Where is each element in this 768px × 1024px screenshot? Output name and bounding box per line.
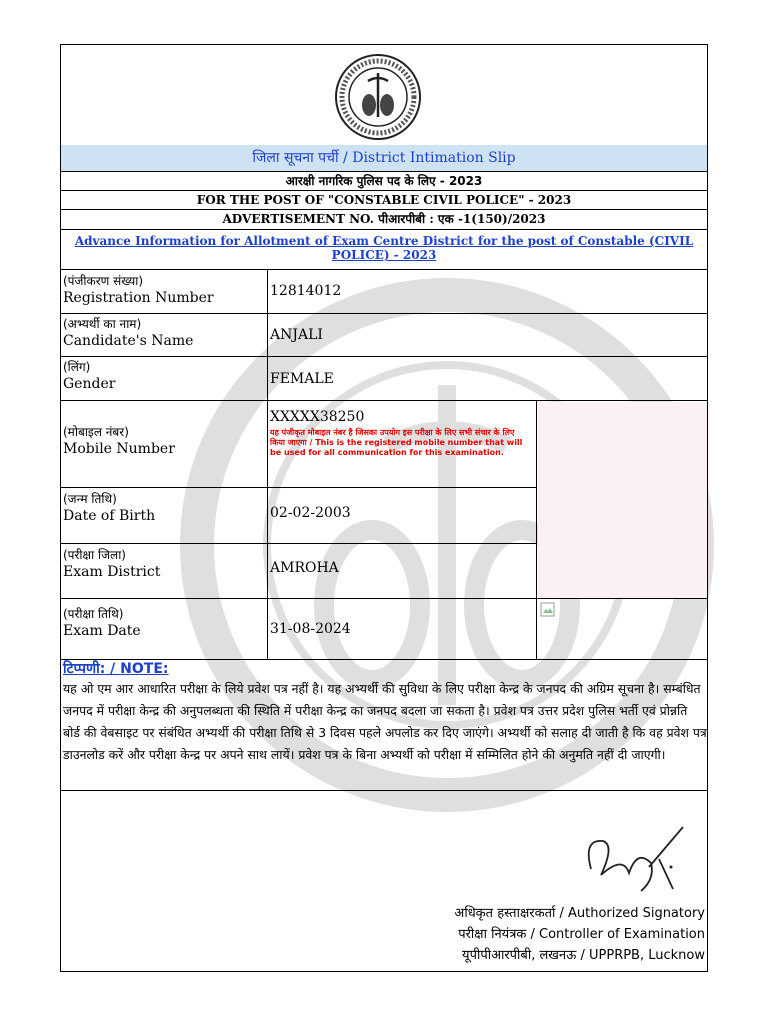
dob-value: 02-02-2003: [270, 505, 351, 521]
candidate-name-label: (अभ्यर्थी का नाम) Candidate's Name: [63, 317, 194, 349]
registration-value: 12814012: [270, 283, 342, 299]
signatory-line-1: अधिकृत हस्ताक्षरकर्ता / Authorized Signatory: [454, 906, 705, 921]
post-title-en: FOR THE POST OF "CONSTABLE CIVIL POLICE" - 2023: [196, 193, 572, 207]
signatory-block: [385, 903, 705, 966]
advance-info-link[interactable]: Advance Information for Allotment of Exam Centre District for the post of Constable (CIVIL POLICE) - 2023: [74, 234, 694, 262]
mobile-label: (मोबाइल नंबर) Mobile Number: [63, 425, 175, 457]
note-title: टिप्पणी: / NOTE:: [63, 661, 169, 677]
broken-image-icon: [540, 602, 556, 618]
mobile-value: XXXXX38250: [270, 409, 365, 425]
signatory-line-2: परीक्षा नियंत्रक / Controller of Examination: [458, 927, 705, 942]
mobile-note: यह पंजीकृत मोबाइल नंबर है जिसका उपयोग इस परीक्षा के लिए सभी संचार के लिए किया जाएगा / This is the registered mobile number that will be used for all communication for this examination.: [270, 428, 523, 457]
gender-value: FEMALE: [270, 371, 334, 387]
post-title-hi: आरक्षी नागरिक पुलिस पद के लिए - 2023: [285, 174, 483, 188]
candidate-signature-image: [538, 600, 707, 658]
gender-label: (लिंग) Gender: [63, 360, 116, 392]
slip-title-en: District Intimation Slip: [352, 150, 516, 166]
registration-label: (पंजीकरण संख्या) Registration Number: [63, 274, 214, 306]
note-body: यह ओ एम आर आधारित परीक्षा के लिये प्रवेश पत्र नहीं है। यह अभ्यर्थी की सुविधा के लिए परीक्षा केन्द्र के जनपद की अग्रिम सूचना है। सम्बंधित जनपद में परीक्षा केन्द्र की अनुपलब्धता की स्थिति में परीक्षा केन्द्र का जनपद बदला जा सकता है। प्रवेश पत्र उत्तर प्रदेश पुलिस भर्ती एवं प्रोन्नति बोर्ड की वेबसाइट पर संबंधित अभ्यर्थी की परीक्षा तिथि से 3 दिवस पहले अपलोड कर दिए जाएंगे। अभ्यर्थी को सलाह दी जाती है कि वह प्रवेश पत्र डाउनलोड करें और परीक्षा केन्द्र पर अपने साथ लायें। प्रवेश पत्र के बिना अभ्यर्थी को परीक्षा में सम्मिलित होने की अनुमति नहीं दी जाएगी।: [63, 681, 707, 762]
candidate-name-value: ANJALI: [270, 327, 323, 343]
dob-label: (जन्म तिथि) Date of Birth: [63, 492, 156, 524]
signatory-line-3: यूपीपीआरपीबी, लखनऊ / UPPRPB, Lucknow: [462, 948, 705, 963]
intimation-slip: [60, 44, 708, 972]
exam-date-value: 31-08-2024: [270, 621, 351, 637]
advertisement-number: ADVERTISEMENT NO. पीआरपीबी : एक -1(150)/2023: [222, 212, 546, 226]
slip-title: [61, 145, 707, 171]
exam-date-label: (परीक्षा तिथि) Exam Date: [63, 607, 141, 639]
candidate-photo: [538, 402, 707, 598]
logo-area: [61, 45, 707, 145]
officer-signature: [563, 809, 703, 905]
exam-district-value: AMROHA: [270, 560, 339, 576]
slip-title-hi: जिला सूचना पर्ची /: [252, 150, 353, 166]
exam-district-label: (परीक्षा जिला) Exam District: [63, 548, 161, 580]
board-seal-logo: [334, 53, 422, 141]
